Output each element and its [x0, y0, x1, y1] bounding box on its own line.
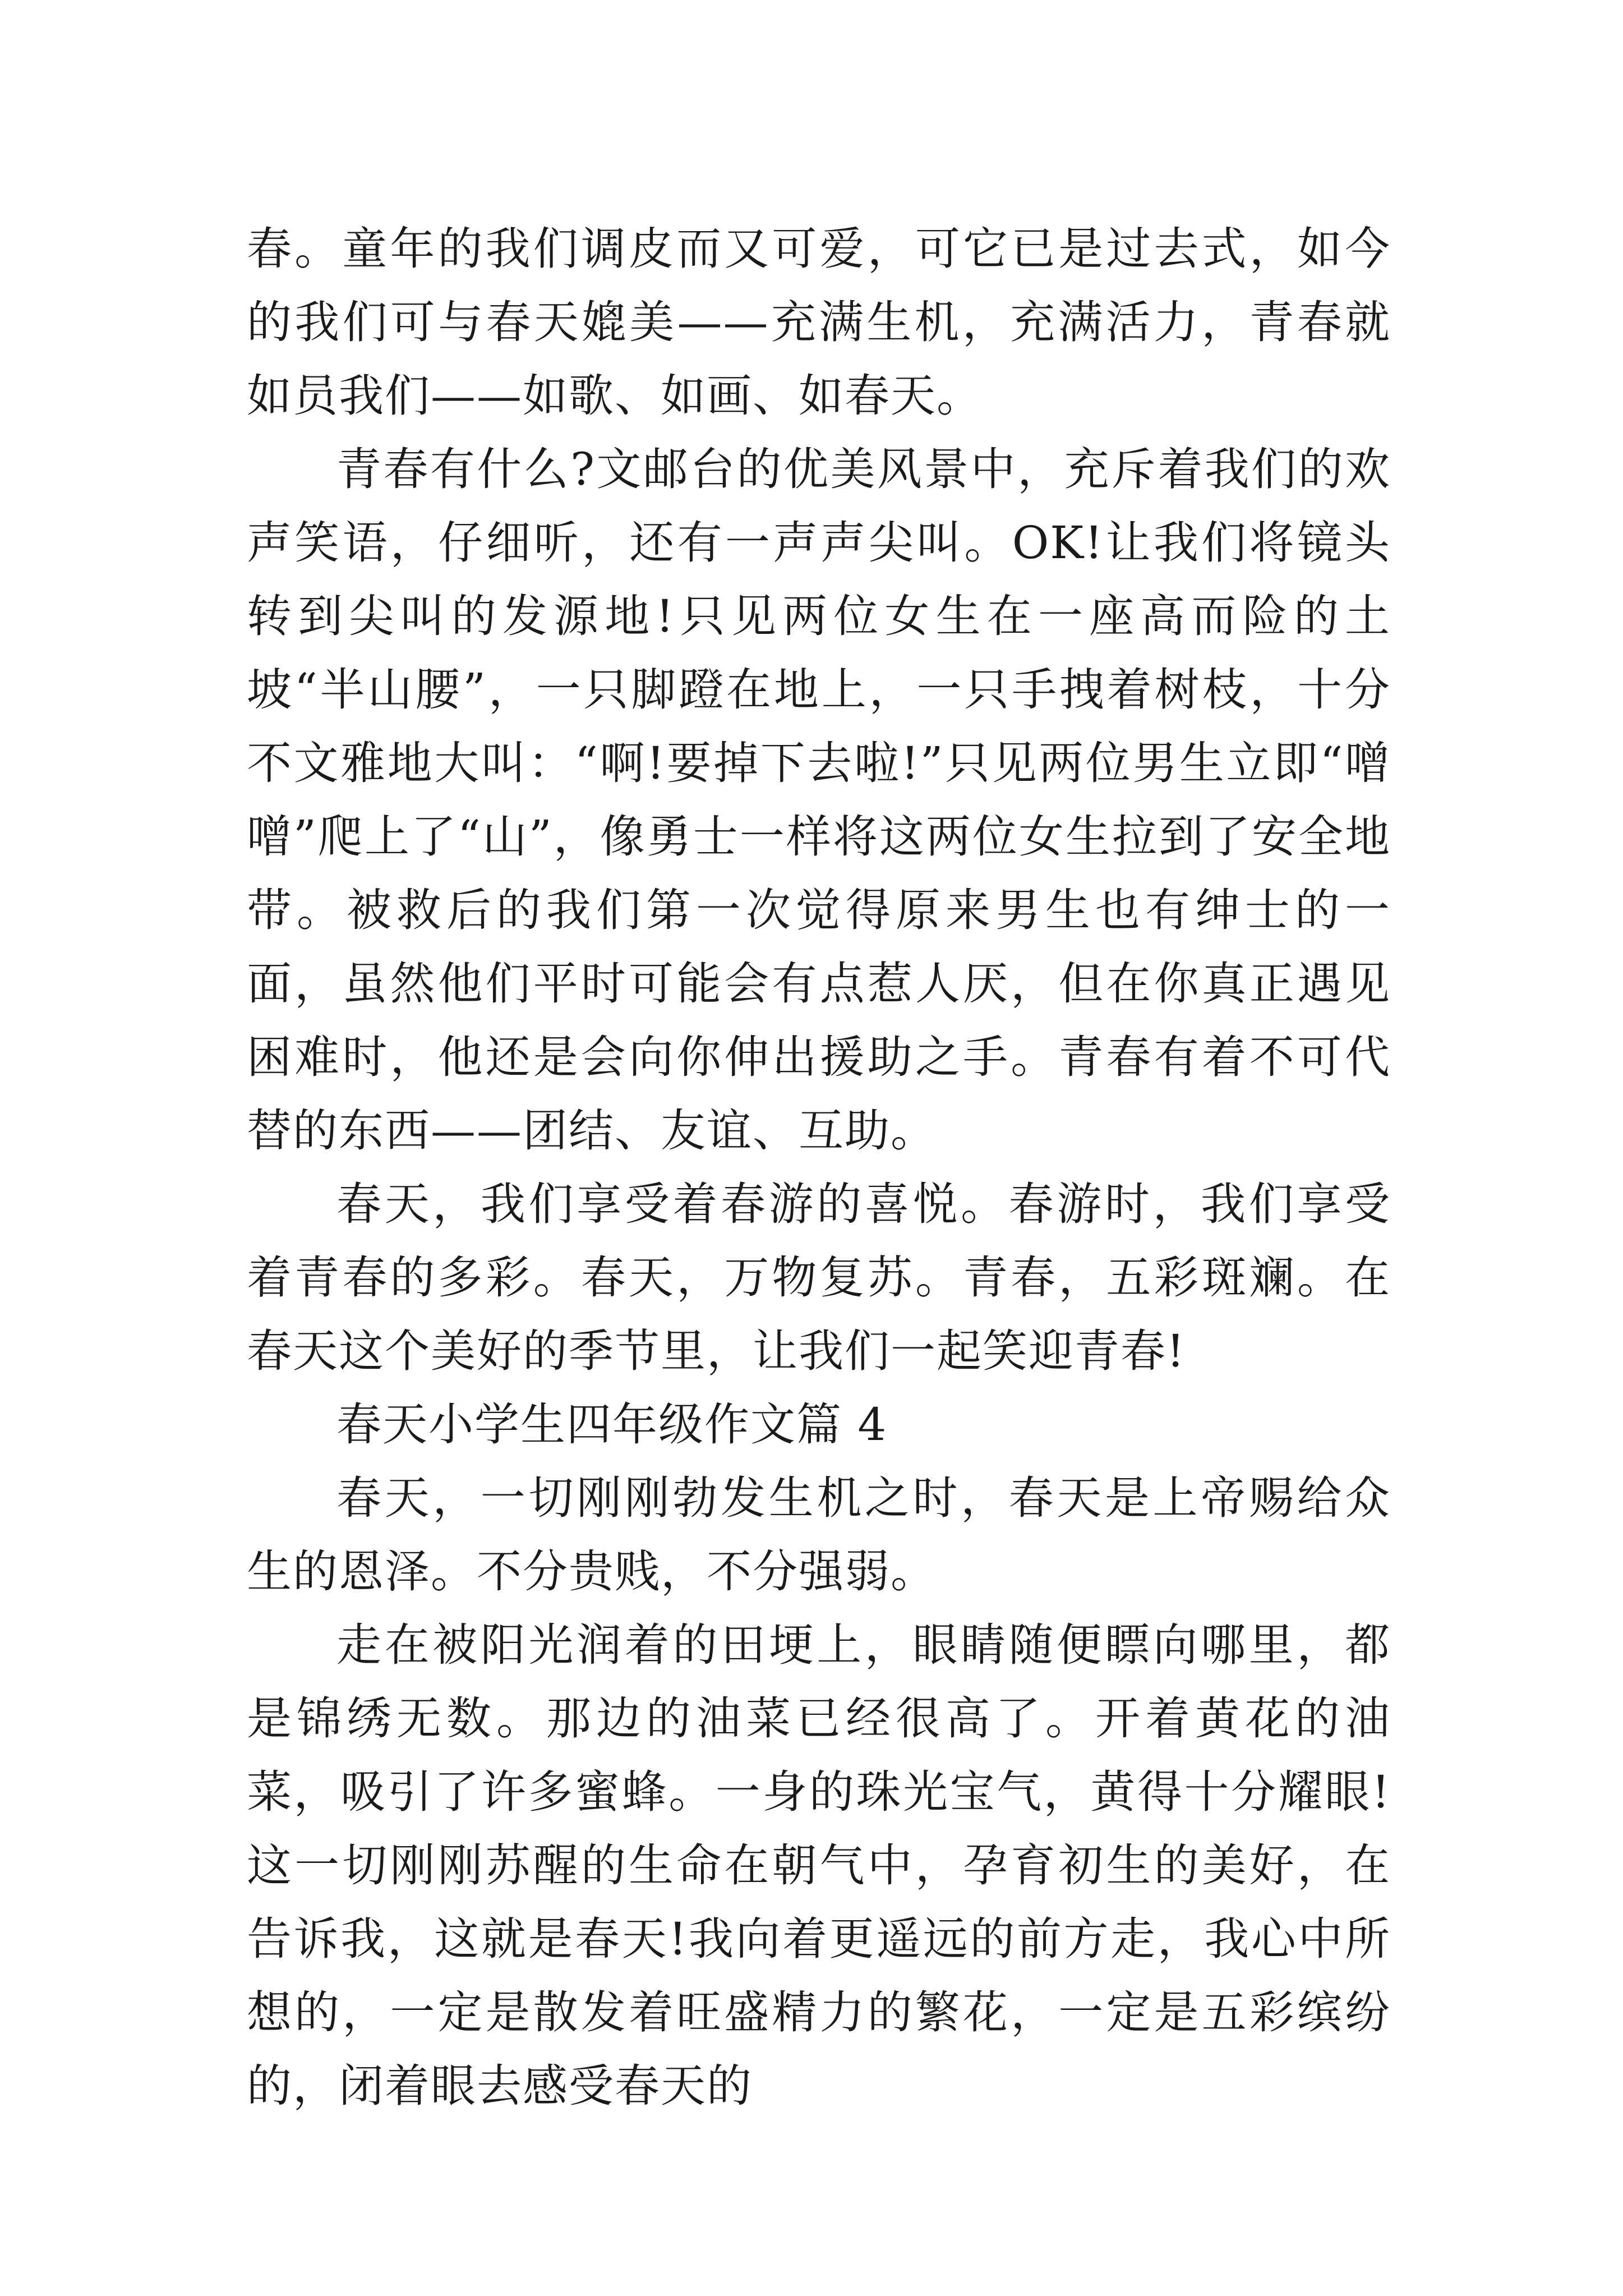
paragraph-spring-outing: 春天，我们享受着春游的喜悦。春游时，我们享受着青春的多彩。春天，万物复苏。青春，五彩斑斓。在春天这个美好的季节里，让我们一起笑迎青春!	[247, 1178, 1391, 1377]
paragraph-spring-intro: 春天，一切刚刚勃发生机之时，春天是上帝赐给众生的恩泽。不分贵贱，不分强弱。	[247, 1472, 1391, 1598]
paragraph-field-walk: 走在被阳光润着的田埂上，眼睛随便瞟向哪里，都是锦绣无数。那边的油菜已经很高了。开着黄花的油菜，吸引了许多蜜蜂。一身的珠光宝气，黄得十分耀眼!这一切刚刚苏醒的生命在朝气中，孕育初生的美好，在告诉我，这就是春天!我向着更遥远的前方走，我心中所想的，一定是散发着旺盛精力的繁花，一定是五彩缤纷的，闭着眼去感受春天的	[247, 1619, 1391, 2112]
paragraph-youth-story: 青春有什么?文邮台的优美风景中，充斥着我们的欢声笑语，仔细听，还有一声声尖叫。OK!让我们将镜头转到尖叫的发源地!只见两位女生在一座高而险的土坡“半山腰”，一只脚蹬在地上，一只手拽着树枝，十分不文雅地大叫：“啊!要掉下去啦!”只见两位男生立即“噌噌”爬上了“山”，像勇士一样将这两位女生拉到了安全地带。被救后的我们第一次觉得原来男生也有绅士的一面，虽然他们平时可能会有点惹人厌，但在你真正遇见困难时，他还是会向你伸出援助之手。青春有着不可代替的东西——团结、友谊、互助。	[247, 443, 1391, 1157]
document-body	[247, 212, 1391, 2123]
section-heading: 春天小学生四年级作文篇 4	[336, 1398, 888, 1451]
paragraph-continuation: 春。童年的我们调皮而又可爱，可它已是过去式，如今的我们可与春天媲美——充满生机，充满活力，青春就如员我们——如歌、如画、如春天。	[247, 223, 1391, 422]
